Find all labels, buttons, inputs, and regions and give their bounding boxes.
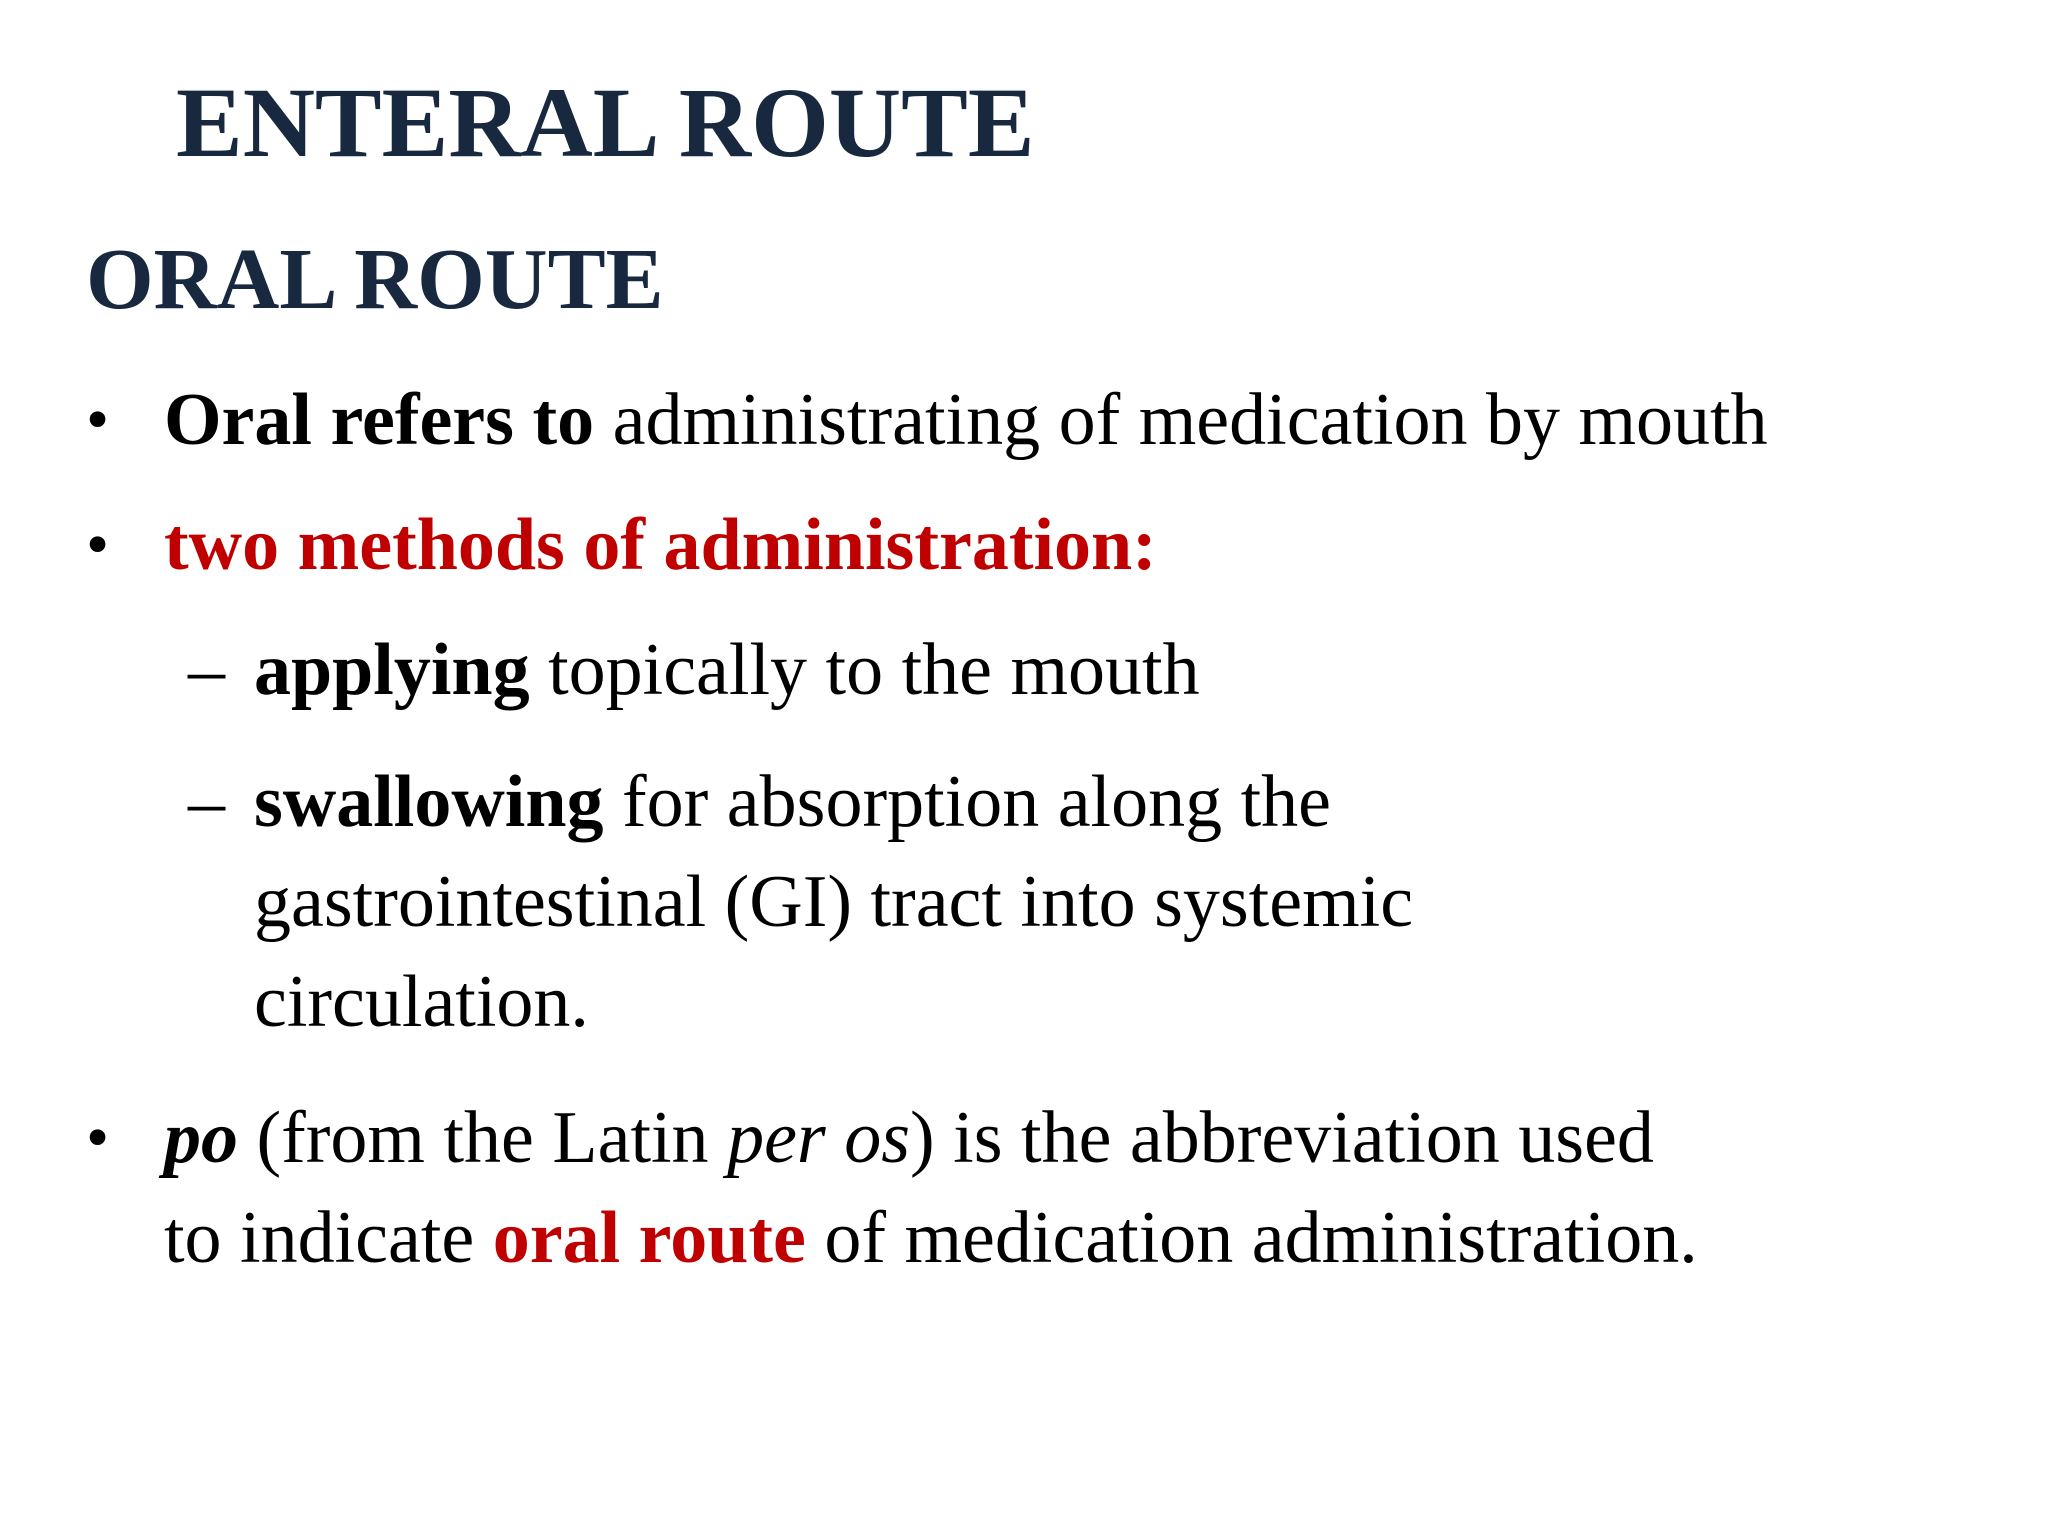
bullet-item-oral-definition	[164, 370, 1768, 470]
sub-bullet-item-swallowing	[254, 752, 1331, 852]
sub-bullet-bold-lead: swallowing	[254, 761, 604, 843]
highlight-oral-route: oral route	[492, 1197, 806, 1279]
bullet-marker: •	[86, 1101, 110, 1174]
bullet-text: to indicate	[164, 1197, 493, 1279]
bullet-text: of medication administration.	[805, 1197, 1698, 1279]
bullet-continuation	[164, 1188, 1698, 1288]
bullet-text: (from the Latin	[238, 1097, 728, 1179]
bullet-marker: •	[86, 508, 110, 581]
sub-bullet-item-applying	[254, 620, 1200, 720]
slide-title: ENTERAL ROUTE	[176, 67, 1035, 178]
sub-bullet-text: for absorption along the	[603, 761, 1332, 843]
sub-bullet-bold-lead: applying	[254, 629, 530, 711]
latin-phrase: per os	[727, 1097, 911, 1179]
sub-bullet-marker: –	[188, 629, 225, 711]
bullet-text: ) is the abbreviation used	[910, 1097, 1654, 1179]
sub-bullet-continuation: circulation.	[254, 961, 589, 1043]
sub-bullet-continuation: gastrointestinal (GI) tract into systemic	[254, 861, 1414, 943]
slide-subtitle: ORAL ROUTE	[86, 230, 664, 327]
abbreviation-po: po	[164, 1097, 238, 1179]
sub-bullet-text: topically to the mouth	[529, 629, 1200, 711]
sub-bullet-marker: –	[188, 761, 225, 843]
bullet-item-two-methods: two methods of administration:	[164, 504, 1157, 586]
bullet-marker: •	[86, 383, 110, 456]
bullet-text: administrating of medication by mouth	[594, 379, 1768, 461]
bullet-item-po-abbreviation	[164, 1088, 1654, 1188]
bullet-bold-lead: Oral refers to	[164, 379, 595, 461]
